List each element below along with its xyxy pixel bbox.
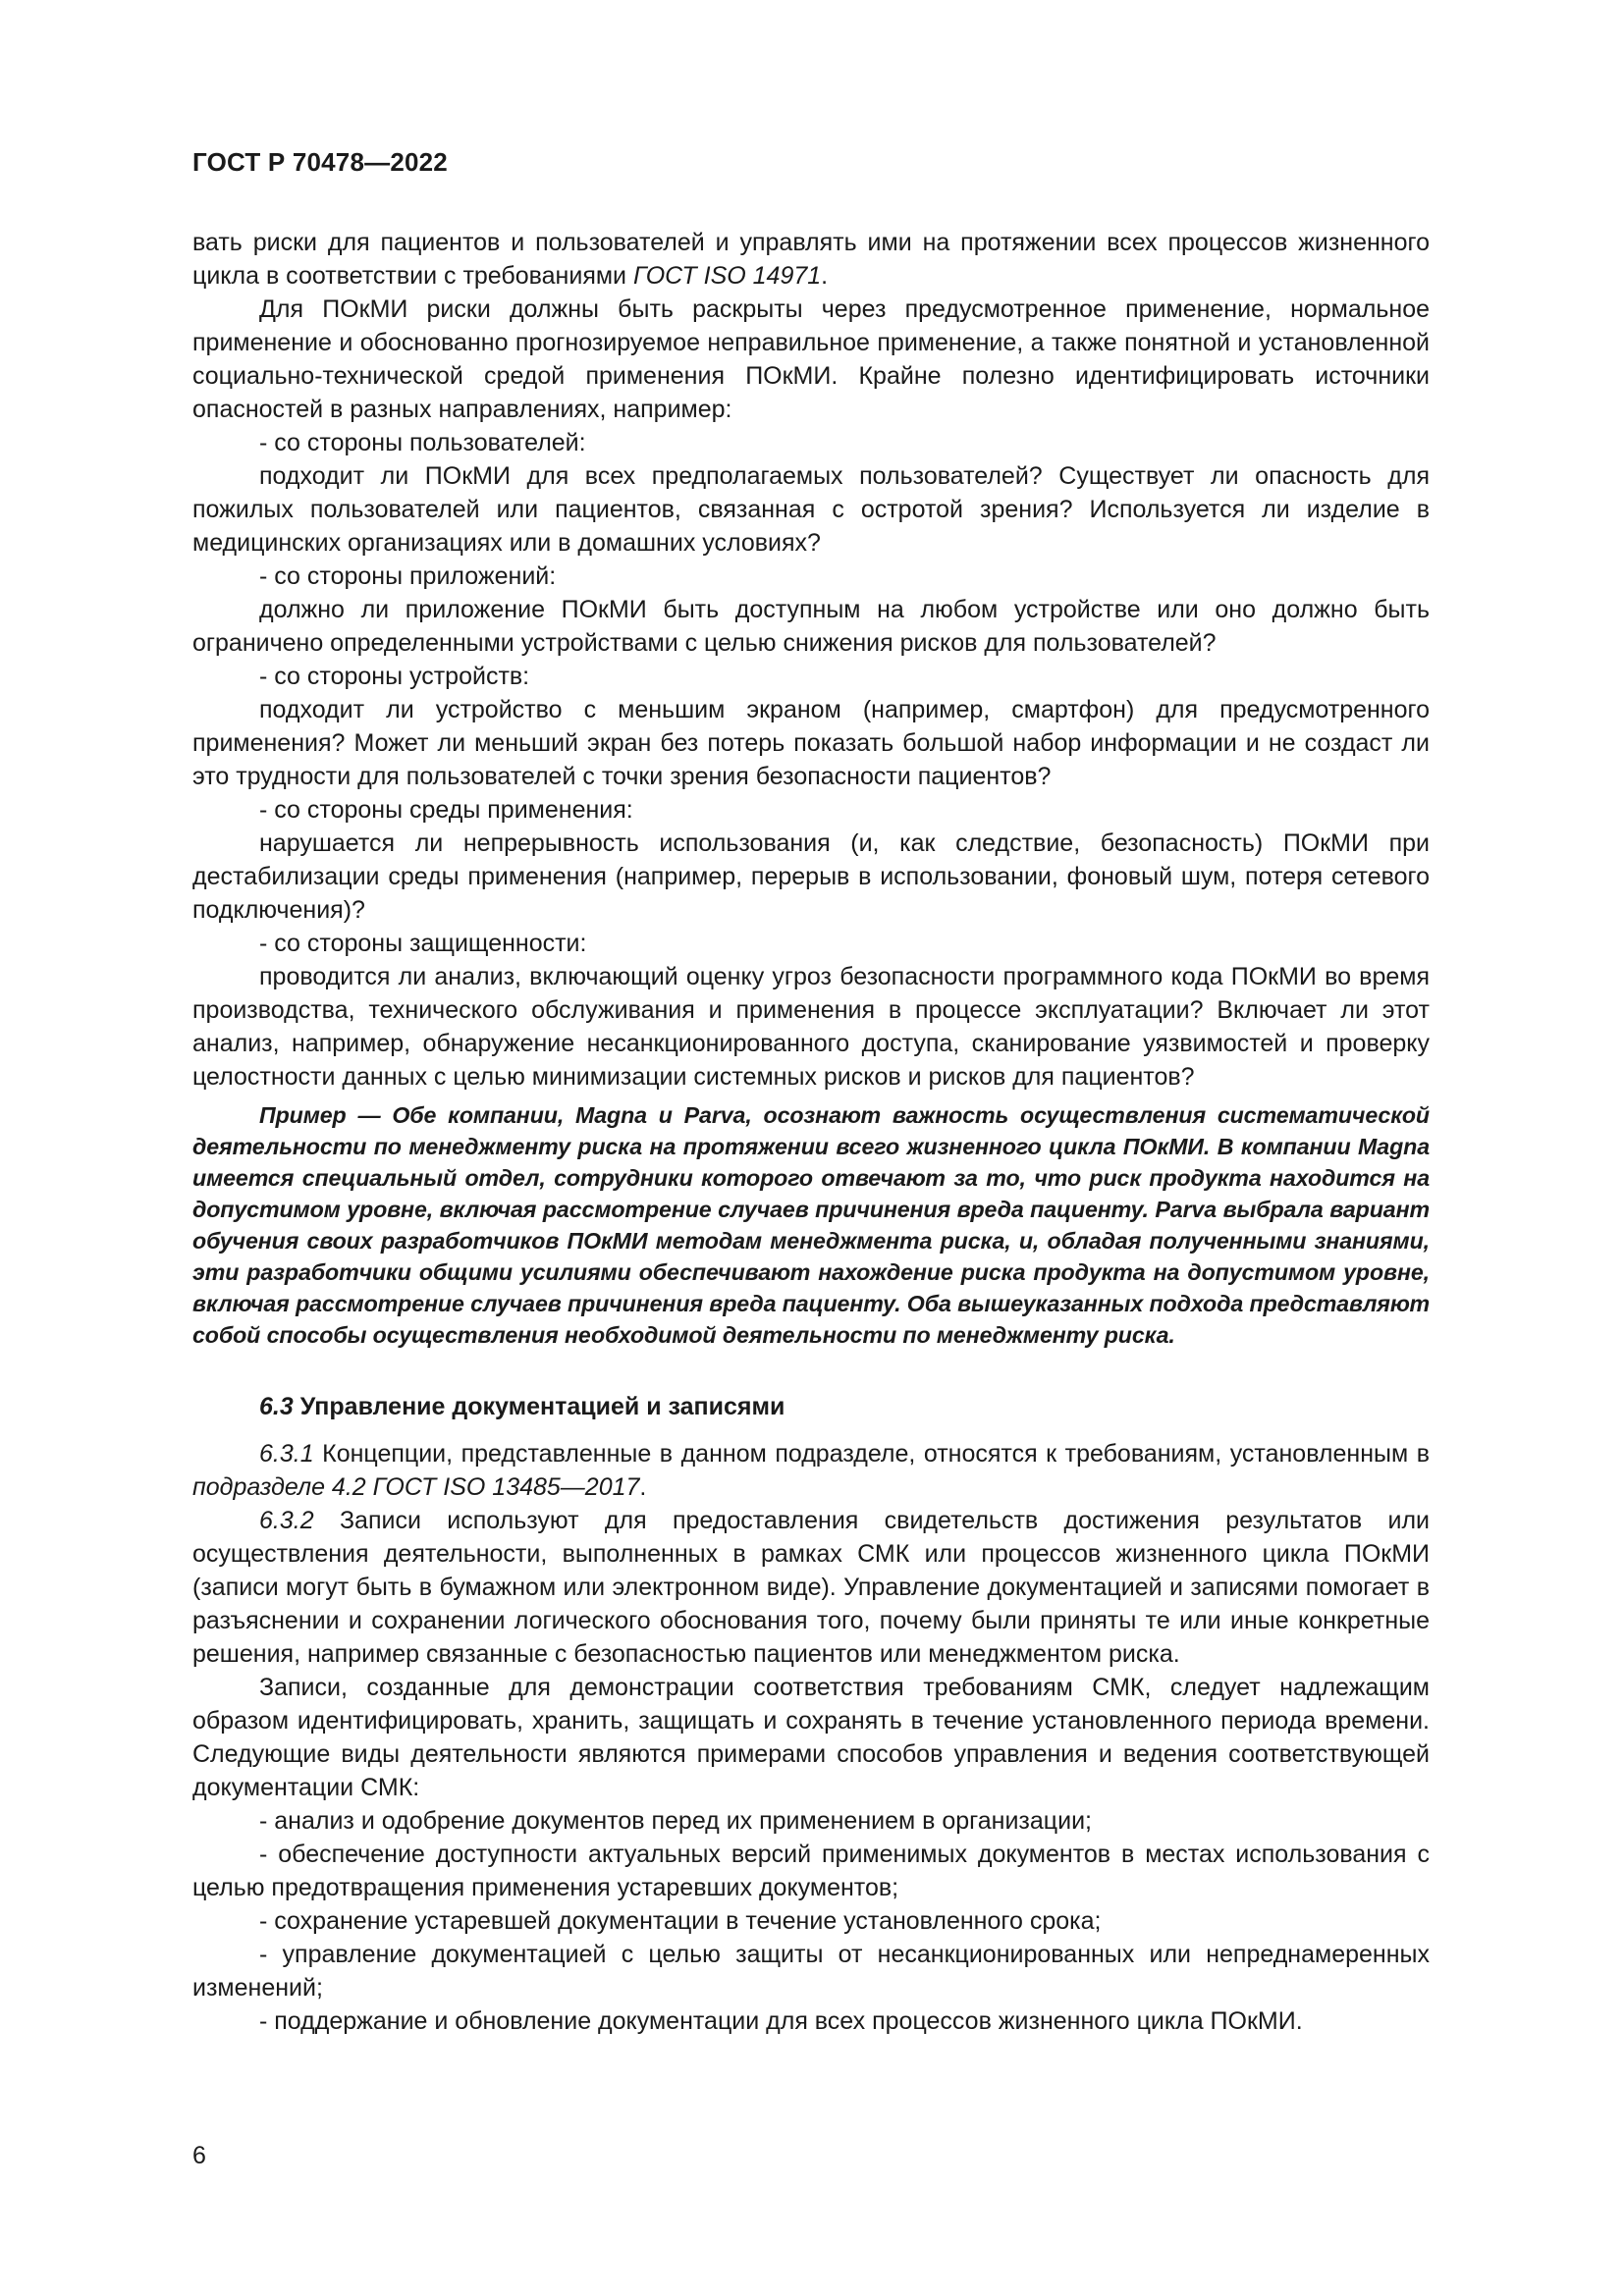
paragraph-users: подходит ли ПОкМИ для всех предполагаемых пользователей? Существует ли опасность для пожилых пользователей или пациентов, связанная с остротой зрения? Используется ли изделие в медицинских организациях или в домашних условиях?: [192, 462, 1430, 557]
document-header: ГОСТ Р 70478—2022: [192, 147, 448, 177]
paragraph-security: проводится ли анализ, включающий оценку угроз безопасности программного кода ПОкМИ во время производства, технического обслуживания и применения в процессе эксплуатации? Включает ли этот анализ, например, обнаружение несанкционированного доступа, сканирование уязвимостей и проверку целостности данных с целью минимизации системных рисков и рисков для пациентов?: [192, 963, 1430, 1091]
paragraph-risk-sources: Для ПОкМИ риски должны быть раскрыты через предусмотренное применение, нормальное применение и обоснованно прогнозируемое неправильное применение, а также понятной и установленной социально-технической средой применения ПОкМИ. Крайне полезно идентифицировать источники опасностей в разных направлениях, например:: [192, 295, 1430, 423]
clause-6-3-2: [192, 1504, 1430, 1671]
bullet-devices: - со стороны устройств:: [259, 663, 530, 690]
standard-reference: подразделе 4.2 ГОСТ ISO 13485—2017: [192, 1473, 640, 1501]
list-item: - обеспечение доступности актуальных версий применимых документов в местах использования с целью предотвращения применения устаревших документов;: [192, 1841, 1430, 1901]
clause-text: Записи используют для предоставления свидетельств достижения результатов или осуществления деятельности, выполненных в рамках СМК или процессов жизненного цикла ПОкМИ (записи могут быть в бумажном или электронном виде). Управление документацией и записями помогает в разъяснении и сохранении логического обоснования того, почему были приняты те или иные конкретные решения, например связанные с безопасностью пациентов или менеджментом риска.: [192, 1507, 1430, 1668]
clause-6-3-1: [192, 1437, 1430, 1504]
clause-end: .: [639, 1473, 647, 1501]
paragraph-text: вать риски для пациентов и пользователей и управлять ими на протяжении всех процессов жизненного цикла в соответствии с требованиями: [192, 229, 1430, 290]
paragraph-environment: нарушается ли непрерывность использования (и, как следствие, безопасность) ПОкМИ при дестабилизации среды применения (например, перерыв в использовании, фоновый шум, потеря сетевого подключения)?: [192, 829, 1430, 924]
clause-number: 6.3.2: [259, 1507, 314, 1534]
section-number: 6.3: [259, 1393, 294, 1420]
paragraph-devices: подходит ли устройство с меньшим экраном (например, смартфон) для предусмотренного применения? Может ли меньший экран без потерь показать большой набор информации и не создаст ли это трудности для пользователей с точки зрения безопасности пациентов?: [192, 696, 1430, 790]
paragraph-continuation: [192, 226, 1430, 293]
paragraph-end: .: [821, 262, 829, 290]
list-item: - управление документацией с целью защиты от несанкционированных или непреднамеренных изменений;: [192, 1941, 1430, 2002]
bullet-environment: - со стороны среды применения:: [259, 796, 633, 824]
list-item: - поддержание и обновление документации для всех процессов жизненного цикла ПОкМИ.: [259, 2007, 1303, 2035]
bullet-users: - со стороны пользователей:: [259, 429, 586, 456]
section-title: Управление документацией и записями: [293, 1393, 785, 1420]
example-block: Пример — Обе компании, Magna и Parva, осознают важность осуществления систематической деятельности по менеджменту риска на протяжении всего жизненного цикла ПОкМИ. В компании Magna имеется специальный отдел, сотрудники которого отвечают за то, что риск продукта находится на допустимом уровне, включая рассмотрение случаев причинения вреда пациенту. Parva выбрала вариант обучения своих разработчиков ПОкМИ методам менеджмента риска, и, обладая полученными знаниями, эти разработчики общими усилиями обеспечивают нахождение риска продукта на допустимом уровне, включая рассмотрение случаев причинения вреда пациенту. Оба вышеуказанных подхода представляют собой способы осуществления необходимой деятельности по менеджменту риска.: [192, 1102, 1430, 1348]
section-heading: [192, 1390, 1430, 1423]
document-body: [192, 226, 1430, 2038]
clause-number: 6.3.1: [259, 1440, 314, 1468]
list-item: - сохранение устаревшей документации в течение установленного срока;: [259, 1907, 1102, 1935]
bullet-applications: - со стороны приложений:: [259, 562, 557, 590]
paragraph-records: Записи, созданные для демонстрации соответствия требованиям СМК, следует надлежащим образом идентифицировать, хранить, защищать и сохранять в течение установленного периода времени. Следующие виды деятельности являются примерами способов управления и ведения соответствующей документации СМК:: [192, 1674, 1430, 1801]
page-number: 6: [192, 2142, 206, 2169]
bullet-security: - со стороны защищенности:: [259, 930, 587, 957]
paragraph-applications: должно ли приложение ПОкМИ быть доступным на любом устройстве или оно должно быть ограничено определенными устройствами с целью снижения рисков для пользователей?: [192, 596, 1430, 657]
list-item: - анализ и одобрение документов перед их применением в организации;: [259, 1807, 1092, 1835]
clause-text: Концепции, представленные в данном подразделе, относятся к требованиям, установленным в: [313, 1440, 1430, 1468]
standard-reference: ГОСТ ISO 14971: [632, 262, 822, 290]
